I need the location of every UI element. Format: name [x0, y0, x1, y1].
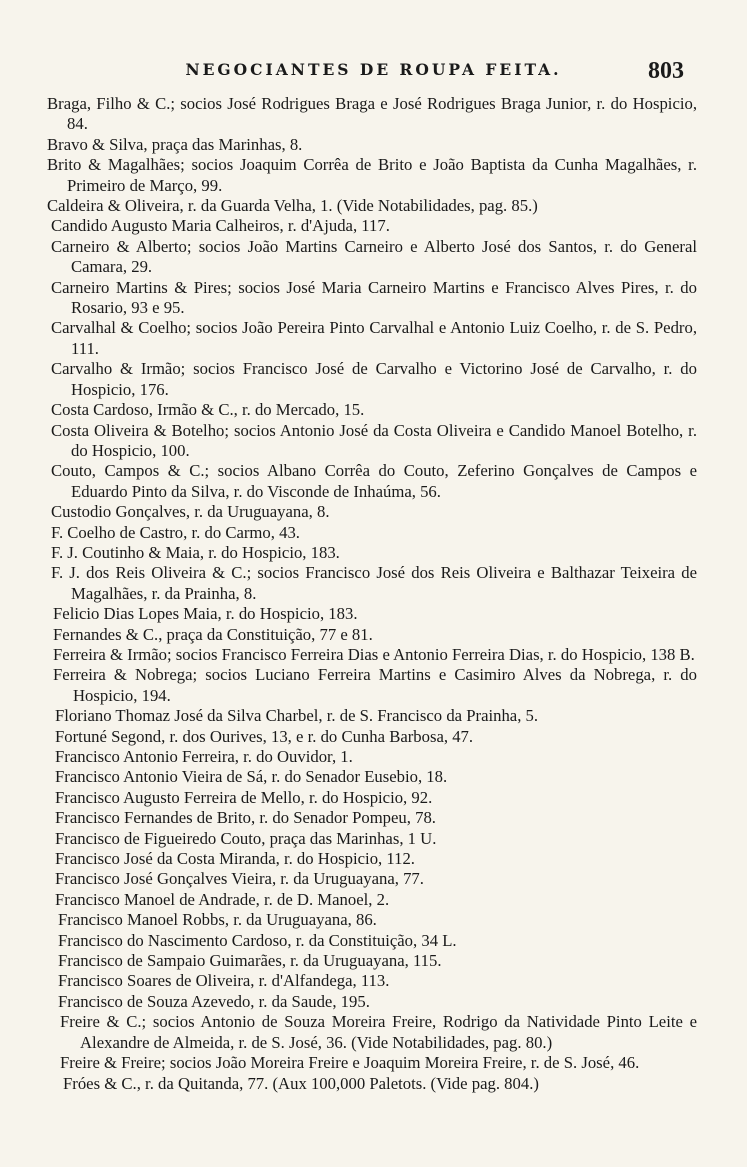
page-header: [0, 58, 747, 92]
directory-entry: Francisco de Figueiredo Couto, praça das Marinhas, 1 U.: [55, 828, 437, 848]
running-head: NEGOCIANTES DE ROUPA FEITA.: [185, 60, 562, 79]
directory-entry: Felicio Dias Lopes Maia, r. do Hospicio, 183.: [53, 604, 358, 624]
directory-entry: Ferreira & Nobrega; socios Luciano Ferreira Martins e Casimiro Alves da Nobrega, r. do Hospicio, 194.: [53, 665, 697, 705]
directory-entry: Costa Cardoso, Irmão & C., r. do Mercado, 15.: [51, 400, 365, 420]
directory-entry: Francisco José Gonçalves Vieira, r. da Uruguayana, 77.: [55, 869, 424, 889]
directory-entry: Fróes & C., r. da Quitanda, 77. (Aux 100,000 Paletots. (Vide pag. 804.): [63, 1073, 539, 1093]
directory-entry: Carneiro & Alberto; socios João Martins Carneiro e Alberto José dos Santos, r. do General Camara, 29.: [51, 236, 697, 277]
page-number: 803: [648, 58, 684, 84]
directory-entry: Francisco Manoel de Andrade, r. de D. Manoel, 2.: [55, 889, 390, 909]
directory-entry: Francisco de Souza Azevedo, r. da Saude, 195.: [58, 991, 370, 1011]
directory-entry: Francisco José da Costa Miranda, r. do Hospicio, 112.: [55, 849, 415, 869]
directory-entry: Francisco Antonio Ferreira, r. do Ouvidor, 1.: [55, 747, 353, 766]
directory-entry: Francisco Fernandes de Brito, r. do Senador Pompeu, 78.: [55, 808, 436, 828]
directory-entry: Custodio Gonçalves, r. da Uruguayana, 8.: [51, 502, 330, 522]
directory-entry: Carvalho & Irmão; socios Francisco José de Carvalho e Victorino José de Carvalho, r. do Hospicio, 176.: [51, 359, 697, 399]
directory-entry: F. J. Coutinho & Maia, r. do Hospicio, 183.: [51, 542, 340, 562]
directory-entry: Francisco Antonio Vieira de Sá, r. do Senador Eusebio, 18.: [55, 767, 448, 787]
directory-entry: Carneiro Martins & Pires; socios José Maria Carneiro Martins e Francisco Alves Pires, r. do Rosario, 93 e 95.: [51, 277, 697, 318]
directory-entry: F. Coelho de Castro, r. do Carmo, 43.: [51, 522, 300, 542]
directory-entry: Freire & Freire; socios João Moreira Freire e Joaquim Moreira Freire, r. de S. José, 46.: [60, 1053, 640, 1073]
directory-entry: Francisco Soares de Oliveira, r. d'Alfandega, 113.: [58, 971, 390, 991]
directory-entry: Costa Oliveira & Botelho; socios Antonio José da Costa Oliveira e Candido Manoel Botelho, r. do Hospicio, 100.: [51, 420, 697, 460]
directory-entry: Bravo & Silva, praça das Marinhas, 8.: [47, 134, 303, 154]
directory-entry: Carvalhal & Coelho; socios João Pereira Pinto Carvalhal e Antonio Luiz Coelho, r. de S. Pedro, 111.: [51, 318, 697, 358]
directory-entry: Fortuné Segond, r. dos Ourives, 13, e r. do Cunha Barbosa, 47.: [55, 726, 474, 746]
directory-entry: Couto, Campos & C.; socios Albano Corrêa do Couto, Zeferino Gonçalves de Campos e Eduardo Pinto da Silva, r. do Visconde de Inhaúma, 56.: [51, 461, 697, 501]
directory-entry: Caldeira & Oliveira, r. da Guarda Velha, 1. (Vide Notabilidades, pag. 85.): [47, 196, 538, 216]
directory-entry: Francisco Manoel Robbs, r. da Uruguayana, 86.: [58, 910, 377, 930]
directory-list: [47, 94, 697, 1094]
directory-entry: Floriano Thomaz José da Silva Charbel, r. de S. Francisco da Prainha, 5.: [55, 706, 539, 726]
directory-entry: Francisco de Sampaio Guimarães, r. da Uruguayana, 115.: [58, 951, 442, 971]
directory-entry: Braga, Filho & C.; socios José Rodrigues Braga e José Rodrigues Braga Junior, r. do Hospicio, 84.: [47, 94, 697, 134]
directory-entry: F. J. dos Reis Oliveira & C.; socios Francisco José dos Reis Oliveira e Balthazar Teixeira de Magalhães, r. da Prainha, 8.: [51, 563, 697, 603]
directory-entry: Francisco Augusto Ferreira de Mello, r. do Hospicio, 92.: [55, 787, 433, 807]
directory-entry: Fernandes & C., praça da Constituição, 77 e 81.: [53, 624, 373, 644]
directory-entry: Francisco do Nascimento Cardoso, r. da Constituição, 34 L.: [58, 930, 457, 950]
directory-entry: Ferreira & Irmão; socios Francisco Ferreira Dias e Antonio Ferreira Dias, r. do Hospicio, 138 B.: [53, 644, 695, 664]
directory-entry: Freire & C.; socios Antonio de Souza Moreira Freire, Rodrigo da Natividade Pinto Leite e Alexandre de Almeida, r. de S. José, 36. (Vide Notabilidades, pag. 80.): [60, 1012, 697, 1052]
directory-entry: Brito & Magalhães; socios Joaquim Corrêa de Brito e João Baptista da Cunha Magalhães, r. Primeiro de Março, 99.: [47, 155, 697, 195]
directory-entry: Candido Augusto Maria Calheiros, r. d'Ajuda, 117.: [51, 216, 390, 236]
